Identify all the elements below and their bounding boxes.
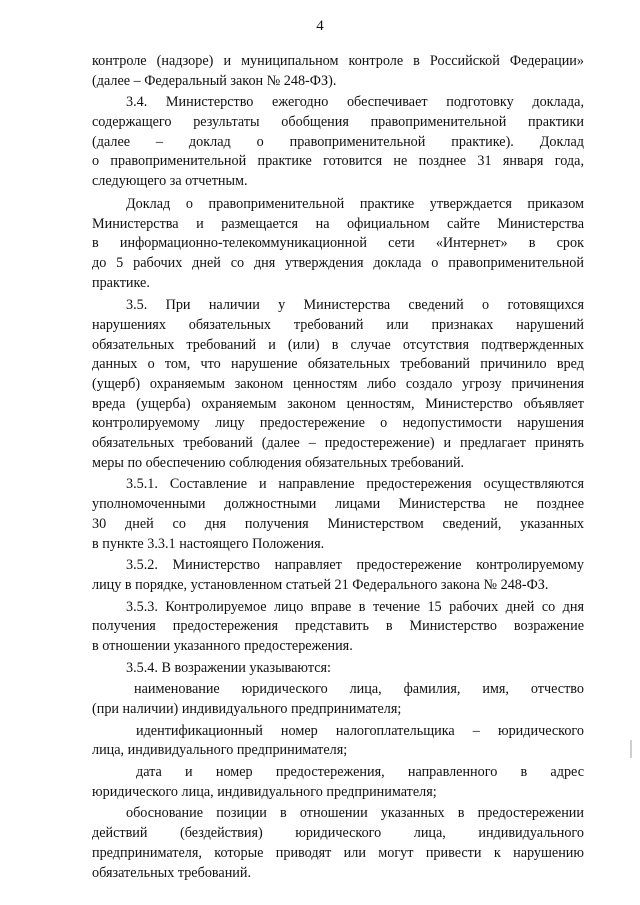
- text-line: дата и номер предостережения, направленного в адрес: [136, 764, 584, 781]
- text-line: наименование юридического лица, фамилия, имя, отчество: [134, 681, 584, 698]
- text-line: 3.5.4. В возражении указываются:: [126, 659, 331, 676]
- text-line: (при наличии) индивидуального предпринимателя;: [92, 701, 402, 717]
- text-line: (ущерб) охраняемым законом ценностям либо создало угрозу причинения: [92, 376, 584, 392]
- text-line: следующего за отчетным.: [92, 173, 248, 190]
- text-line: идентификационный номер налогоплательщика – юридического: [136, 722, 584, 739]
- body-text: [92, 52, 584, 883]
- text-line: в пункте 3.3.1 настоящего Положения.: [92, 535, 325, 552]
- text-line: о правоприменительной практике готовится не позднее 31 января года,: [92, 153, 584, 170]
- text-line: 3.5.3. Контролируемое лицо вправе в течение 15 рабочих дней со дня: [126, 598, 584, 615]
- text-line: контроле (надзоре) и муниципальном контроле в Российской Федерации»: [92, 53, 584, 69]
- text-line: обоснование позиции в отношении указанных в предостережении: [126, 805, 584, 822]
- text-line: 30 дней со дня получения Министерством сведений, указанных: [92, 515, 584, 532]
- text-line: действий (бездействия) юридического лица, индивидуального: [92, 825, 584, 842]
- text-line: 3.5.1. Составление и направление предостережения осуществляются: [126, 476, 584, 493]
- text-line: юридического лица, индивидуального предпринимателя;: [92, 783, 437, 800]
- text-line: лица, индивидуального предпринимателя;: [92, 742, 348, 759]
- text-line: 3.4. Министерство ежегодно обеспечивает подготовку доклада,: [126, 94, 584, 111]
- text-line: до 5 рабочих дней со дня утверждения доклада о правоприменительной: [92, 254, 584, 271]
- text-line: лицу в порядке, установленном статьей 21 Федерального закона № 248-ФЗ.: [92, 576, 549, 593]
- text-line: контролируемому лицу предостережение о недопустимости нарушения: [92, 415, 584, 432]
- text-line: 3.5.2. Министерство направляет предостережение контролируемому: [126, 557, 584, 574]
- text-line: Министерства и размещается на официальном сайте Министерства: [92, 215, 584, 232]
- text-line: (далее – доклад о правоприменительной практике). Доклад: [92, 133, 584, 150]
- text-line: практике.: [92, 274, 150, 291]
- page-number: 4: [316, 18, 324, 34]
- text-line: вреда (ущерба) охраняемым законом ценностям, Министерство объявляет: [92, 395, 584, 412]
- text-line: данных о том, что нарушение обязательных требований причинило вред: [92, 356, 584, 373]
- text-line: нарушениях обязательных требований или признаках нарушений: [92, 316, 584, 333]
- text-line: в отношении указанного предостережения.: [92, 637, 353, 654]
- text-line: получения предостережения представить в Министерство возражение: [92, 618, 584, 635]
- text-line: Доклад о правоприменительной практике утверждается приказом: [126, 195, 584, 212]
- text-line: меры по обеспечению соблюдения обязательных требований.: [92, 454, 465, 471]
- text-line: содержащего результаты обобщения правоприменительной практики: [92, 114, 584, 131]
- text-line: обязательных требований.: [92, 864, 252, 881]
- text-line: (далее – Федеральный закон № 248-ФЗ).: [92, 72, 337, 89]
- text-line: 3.5. При наличии у Министерства сведений о готовящихся: [126, 297, 584, 314]
- text-line: обязательных требований и (или) в случае отсутствия подтвержденных: [92, 336, 584, 353]
- scan-edge-mark: [630, 740, 632, 758]
- text-line: уполномоченными должностными лицами Министерства не позднее: [92, 496, 584, 513]
- text-line: предпринимателя, которые приводят или могут привести к нарушению: [92, 844, 584, 861]
- text-line: обязательных требований (далее – предостережение) и предлагает принять: [92, 435, 584, 452]
- text-line: в информационно-телекоммуникационной сети «Интернет» в срок: [92, 235, 584, 252]
